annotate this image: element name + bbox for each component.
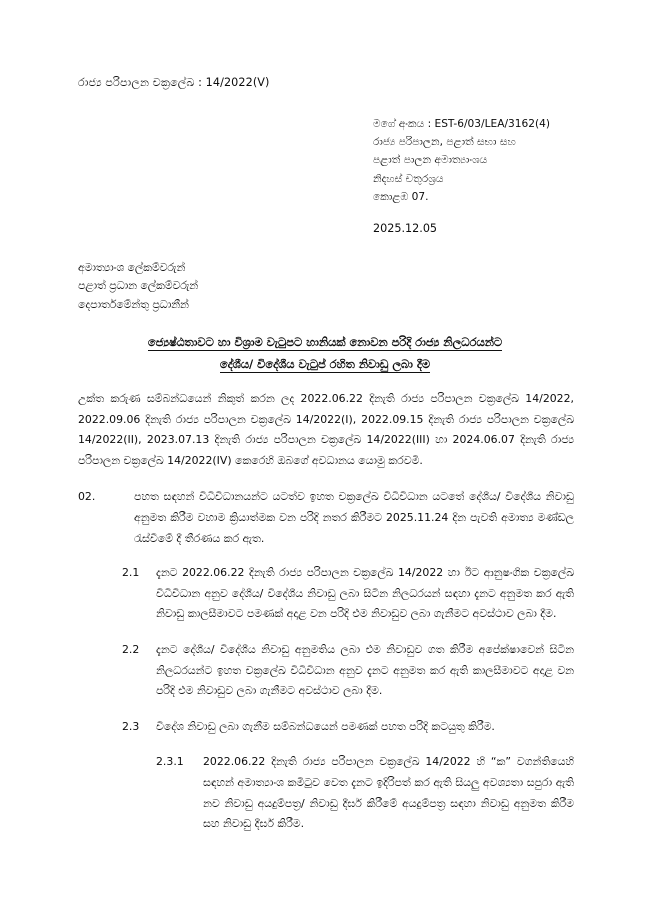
sub-clause-2-2 (122, 640, 574, 702)
sub-clause-list (78, 563, 574, 737)
clause-02 (78, 487, 574, 549)
circular-number: රාජ්‍ය පරිපාලන චක්‍රලේඛ : 14/2022(V) (78, 76, 270, 89)
addressee-block (78, 259, 198, 314)
address-line-1: නිදහස් චතුරශ්‍රය (373, 172, 444, 185)
document-body (78, 389, 574, 835)
page-title-line-1: ජ්‍යෙෂ්ඨතාවට හා විශ්‍රාම වැටුපට හානියක් නොවන පරිදි රාජ්‍ය නිලධරයන්ට (147, 335, 503, 349)
sub-clause-2-3-text: විදේශ නිවාඩු ලබා ගැනීම සම්බන්ධයෙන් පමණක් පහත පරිදි කටයුතු කිරීම. (156, 719, 495, 733)
sub-clause-2-1-text: දැනට 2022.06.22 දිනැති රාජ්‍ය පරිපාලන චක්‍රලේඛ 14/2022 හා ඊට ආනුෂංගික චක්‍රලේඛ විධිවිධාන අනුව දේශීය/ විදේශීය නිවාඩු ලබා සිටින නිලධරයන් සඳහා දැනට අනුමත කර ඇති නිවාඩු කාලසීමාවට පමණක් අදාළ වන පරිදි එම නිවාඩුව ලබා ගැනීමට අවස්ථාව ලබා දීම. (156, 566, 574, 621)
addressee-1: අමාත්‍යාංශ ලේකම්වරුන් (78, 261, 186, 274)
sub-clause-2-1 (122, 563, 574, 625)
sub-clause-2-3-number: 2.3 (122, 719, 140, 733)
address-line-2: කොළඹ 07. (373, 190, 429, 203)
sub-clause-2-3-1 (156, 752, 574, 834)
addressee-3: දෙපාර්තමේන්තු ප්‍රධානීන් (78, 297, 189, 311)
sender-address-block (373, 115, 550, 206)
sub-clause-2-2-text: දැනට දේශීය/ විදේශීය නිවාඩු අනුමතිය ලබා එම නිවාඩුව ගත කිරීම අපේක්ෂාවෙන් සිටින නිලධරයන්ට ඉහත චක්‍රලේඛ විධිවිධාන අනුව දැනට අනුමත කර ඇති කාලසීමාවට අදාළ වන පරිදි එම නිවාඩුව ලබා ගැනීමට අවස්ථාව ලබා දීම. (156, 642, 574, 698)
page-title-line-2: දේශීය/ විදේශීය වැටුප් රහිත නිවාඩු ලබා දීම (219, 357, 431, 371)
sub-clause-2-1-number: 2.1 (122, 566, 140, 580)
sub-clause-2-3-1-number: 2.3.1 (156, 755, 184, 769)
letter-date: 2025.12.05 (373, 222, 438, 235)
reference-number: මගේ අංකය : EST-6/03/LEA/3162(4) (373, 118, 550, 130)
sub-sub-clause-list (78, 752, 574, 834)
ministry-line-2: පළාත් පාලන අමාත්‍යාංශය (373, 154, 488, 167)
sub-clause-2-3 (122, 717, 574, 738)
ministry-line-1: රාජ්‍ය පරිපාලන, පළාත් සභා සහ (373, 136, 516, 149)
sub-clause-2-2-number: 2.2 (122, 642, 140, 656)
addressee-2: පළාත් ප්‍රධාන ලේකම්වරුන් (78, 279, 199, 293)
clause-02-text: පහත සඳහන් විධිවිධානයන්ට යටත්ව ඉහත චක්‍රලේඛ විධිවිධාන යටතේ දේශීය/ විදේශීය නිවාඩු අනුමත කිරීම වහාම ක්‍රියාත්මක වන පරිදි නතර කිරීමට 2025.11.24 දින පැවති අමාත්‍ය මණ්ඩල රැස්වීමේ දී තීරණය කර ඇත. (134, 490, 574, 545)
clause-02-number: 02. (78, 490, 96, 504)
sub-clause-2-3-1-text: 2022.06.22 දිනැති රාජ්‍ය පරිපාලන චක්‍රලේඛ 14/2022 හි “ක” වගන්තියෙහි සඳහන් අමාත්‍යාංශ කමිටුව වෙත දැනට ඉදිරිපත් කර ඇති සියලු අවශ්‍යතා සපුරා ඇති නව නිවාඩු අයදුම්පත්‍ර/ නිවාඩු දීර්ඝ කිරීමේ අයදුම්පත්‍ර සඳහා නිවාඩු අනුමත කිරීම සහ නිවාඩු දීර්ඝ කිරීම. (203, 755, 574, 831)
page-title (78, 331, 572, 375)
lead-paragraph: උක්ත කරුණ සම්බන්ධයෙන් නිකුත් කරන ලද 2022.06.22 දිනැති රාජ්‍ය පරිපාලන චක්‍රලේඛ 14/2022, 2022.09.06 දිනැති රාජ්‍ය පරිපාලන චක්‍රලේඛ 14/2022(I), 2022.09.15 දිනැති රාජ්‍ය පරිපාලන චක්‍රලේඛ 14/2022(II), 2023.07.13 දිනැති රාජ්‍ය පරිපාලන චක්‍රලේඛ 14/2022(III) හා 2024.06.07 දිනැති රාජ්‍ය පරිපාලන චක්‍රලේඛ 14/2022(IV) කෙරෙහි ඔබගේ අවධානය යොමු කරවමි. (78, 392, 574, 467)
